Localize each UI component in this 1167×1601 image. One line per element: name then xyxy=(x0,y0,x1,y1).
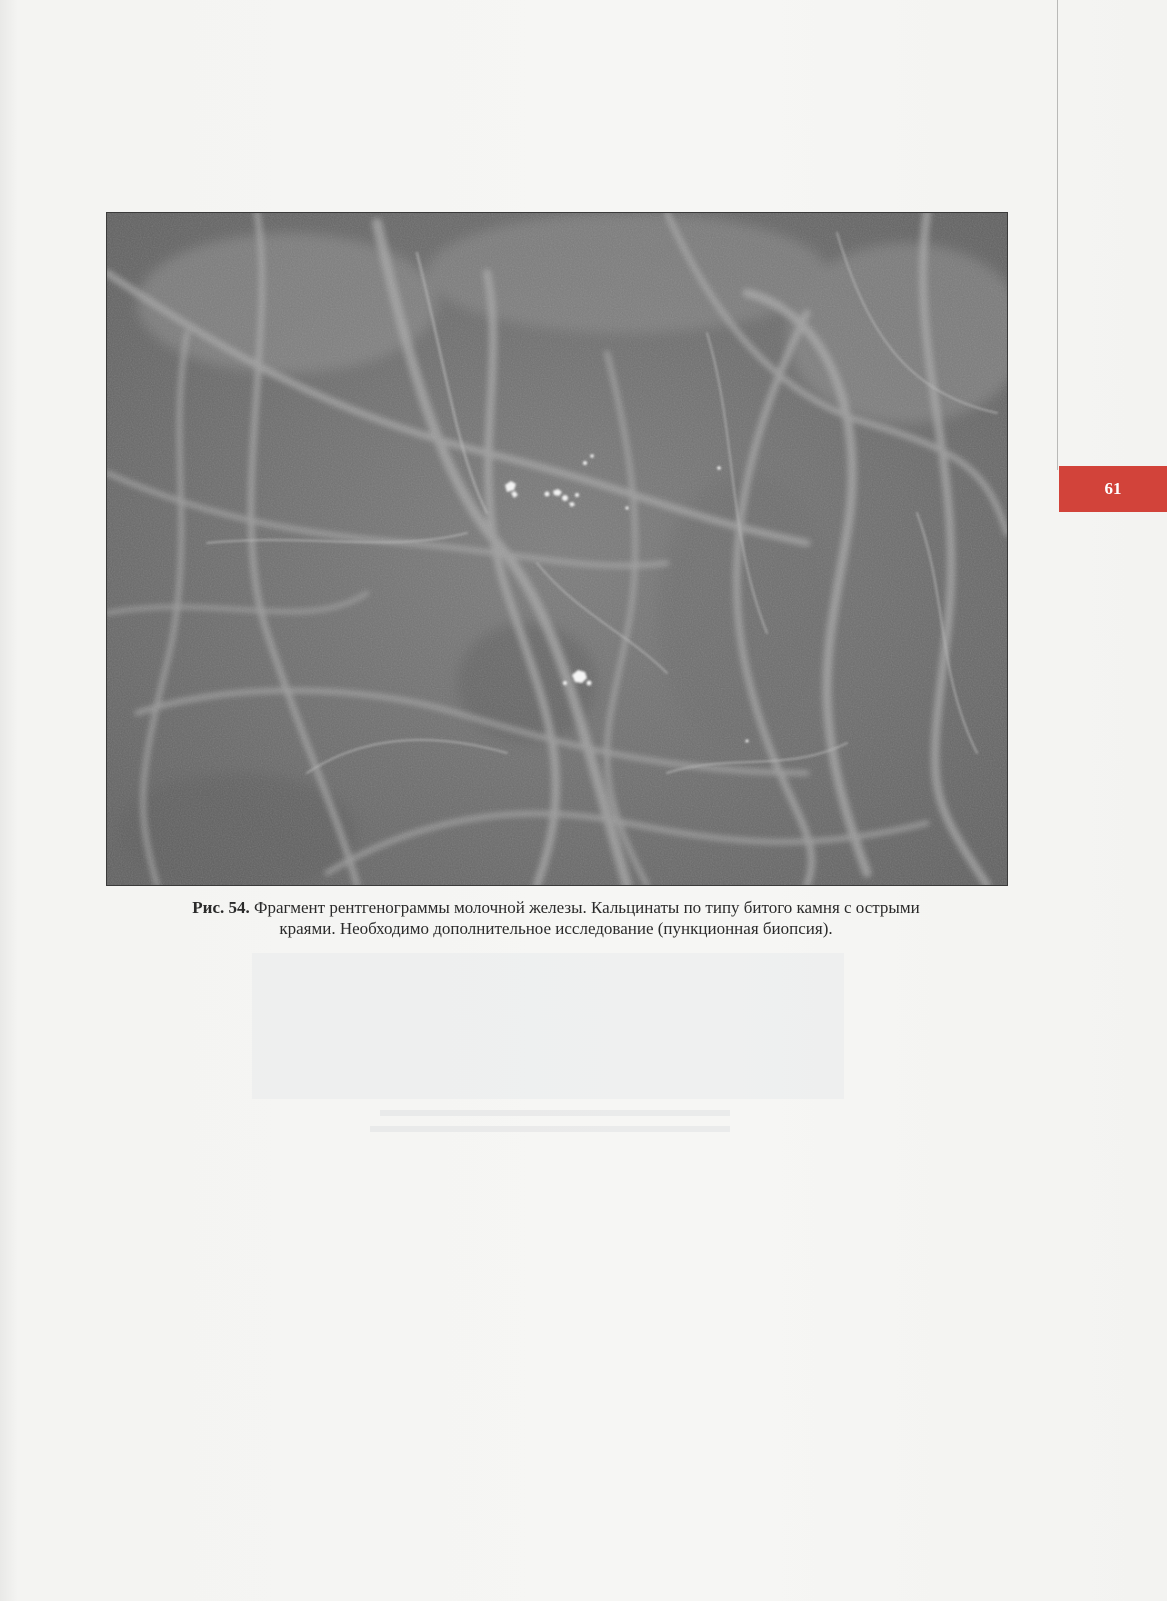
show-through-block xyxy=(252,953,844,1099)
caption-line-1 xyxy=(110,897,1002,918)
page-number: 61 xyxy=(1104,479,1122,498)
show-through-text xyxy=(370,1126,730,1132)
page-number-tab xyxy=(1059,466,1167,512)
mammogram-image xyxy=(106,212,1008,886)
caption-text-1: Фрагмент рентгенограммы молочной железы. Кальцинаты по типу битого камня с острыми xyxy=(249,898,920,917)
figure-caption xyxy=(110,897,1002,939)
mammogram-svg xyxy=(107,213,1007,885)
film-grain xyxy=(107,213,1007,885)
caption-line-2: краями. Необходимо дополнительное исследование (пункционная биопсия). xyxy=(279,919,833,938)
page-fold-line xyxy=(1057,0,1058,470)
figure-label: Рис. 54. xyxy=(192,898,250,917)
show-through-text xyxy=(380,1110,730,1116)
